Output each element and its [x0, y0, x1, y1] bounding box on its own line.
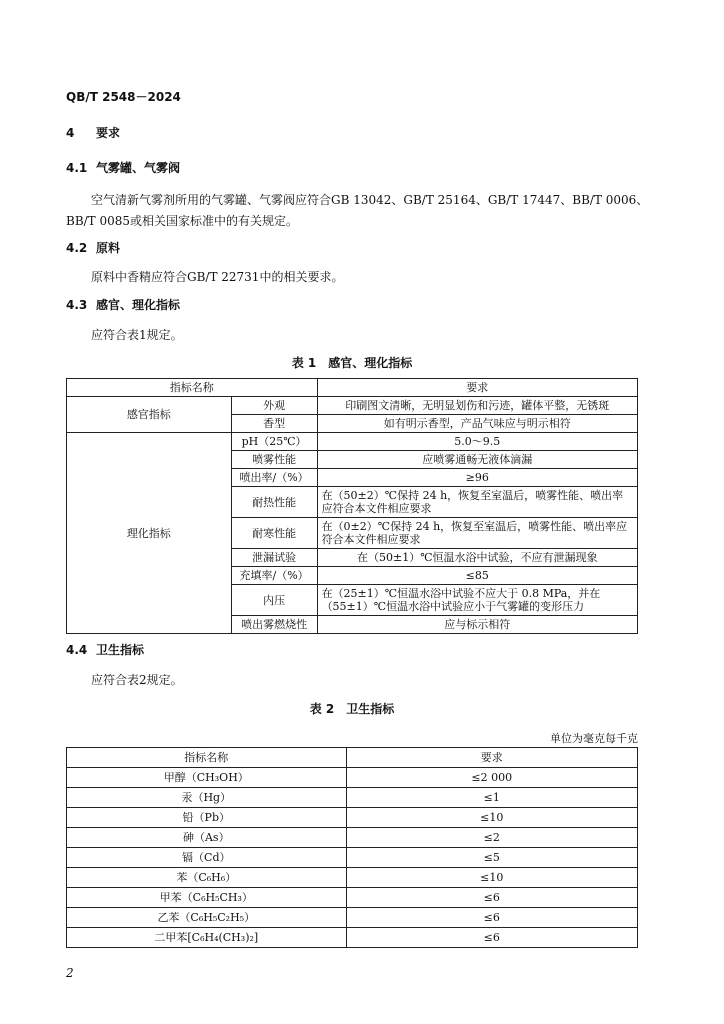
table-row [67, 928, 638, 948]
group-sensory: 感官指标 [67, 397, 232, 433]
row-name: 喷雾性能 [231, 451, 317, 469]
row-name: 二甲苯[C₆H₄(CH₃)₂] [67, 928, 347, 948]
row-name: 香型 [231, 415, 317, 433]
row-name: 泄漏试验 [231, 549, 317, 567]
row-name: 甲苯（C₆H₅CH₃） [67, 888, 347, 908]
row-requirement: ≤10 [346, 808, 637, 828]
paragraph-4-3: 应符合表1规定。 [91, 328, 183, 342]
section-title: 要求 [96, 126, 121, 140]
header-requirement: 要求 [346, 748, 637, 768]
table-row [67, 828, 638, 848]
row-name: 喷出雾燃烧性 [231, 616, 317, 634]
section-number: 4.4 [66, 643, 88, 657]
row-requirement: 印刷图文清晰，无明显划伤和污迹，罐体平整，无锈斑 [317, 397, 637, 415]
header-requirement: 要求 [317, 379, 637, 397]
section-number: 4.1 [66, 161, 88, 175]
table-2 [66, 747, 638, 948]
row-requirement: 应与标示相符 [317, 616, 637, 634]
table-2-caption: 表 2 卫生指标 [309, 702, 395, 716]
paragraph-4-1-line2: BB/T 0085或相关国家标准中的有关规定。 [66, 214, 299, 228]
row-requirement: 在（50±2）℃保持 24 h，恢复至室温后，喷雾性能、喷出率应符合本文件相应要求 [317, 487, 637, 518]
row-requirement: 应喷雾通畅无液体滴漏 [317, 451, 637, 469]
table-row [67, 908, 638, 928]
row-requirement: ≤5 [346, 848, 637, 868]
row-requirement: 如有明示香型，产品气味应与明示相符 [317, 415, 637, 433]
row-requirement: 在（50±1）℃恒温水浴中试验，不应有泄漏现象 [317, 549, 637, 567]
row-name: 砷（As） [67, 828, 347, 848]
row-name: 铅（Pb） [67, 808, 347, 828]
row-name: 甲醇（CH₃OH） [67, 768, 347, 788]
table-2-unit: 单位为毫克每千克 [550, 732, 638, 745]
section-title: 气雾罐、气雾阀 [96, 161, 181, 175]
table-row [67, 808, 638, 828]
group-physchem: 理化指标 [67, 433, 232, 634]
section-number: 4.2 [66, 241, 88, 255]
section-4-2-heading [66, 239, 120, 256]
section-title: 感官、理化指标 [96, 298, 181, 312]
table-row [67, 848, 638, 868]
table-1-caption: 表 1 感官、理化指标 [291, 356, 413, 370]
section-4-4-heading [66, 641, 144, 658]
row-name: 苯（C₆H₆） [67, 868, 347, 888]
row-requirement: ≤2 000 [346, 768, 637, 788]
table-row [67, 868, 638, 888]
row-requirement: 在（0±2）℃保持 24 h，恢复至室温后，喷雾性能、喷出率应符合本文件相应要求 [317, 518, 637, 549]
section-title: 卫生指标 [96, 643, 145, 657]
page-number: 2 [66, 966, 74, 980]
row-name: 外观 [231, 397, 317, 415]
table-header-row [67, 379, 638, 397]
header-indicator-name: 指标名称 [67, 748, 347, 768]
row-requirement: ≤6 [346, 888, 637, 908]
row-requirement: ≤6 [346, 908, 637, 928]
row-requirement: ≥96 [317, 469, 637, 487]
row-name: 乙苯（C₆H₅C₂H₅） [67, 908, 347, 928]
section-4-1-heading [66, 159, 180, 176]
row-name: pH（25℃） [231, 433, 317, 451]
row-name: 内压 [231, 585, 317, 616]
table-1 [66, 378, 638, 634]
row-requirement: ≤1 [346, 788, 637, 808]
header-indicator-name: 指标名称 [67, 379, 318, 397]
table-row [67, 788, 638, 808]
row-requirement: ≤85 [317, 567, 637, 585]
row-name: 镉（Cd） [67, 848, 347, 868]
section-4-3-heading [66, 296, 180, 313]
row-name: 耐寒性能 [231, 518, 317, 549]
row-requirement: 5.0～9.5 [317, 433, 637, 451]
section-number: 4 [66, 126, 75, 140]
row-requirement: ≤2 [346, 828, 637, 848]
row-name: 汞（Hg） [67, 788, 347, 808]
table-header-row [67, 748, 638, 768]
row-name: 耐热性能 [231, 487, 317, 518]
table-row [67, 433, 638, 451]
standard-number: QB/T 2548－2024 [66, 90, 181, 104]
row-requirement: 在（25±1）℃恒温水浴中试验不应大于 0.8 MPa，并在（55±1）℃恒温水浴中试验应小于气雾罐的变形压力 [317, 585, 637, 616]
section-number: 4.3 [66, 298, 88, 312]
paragraph-4-1-line1: 空气清新气雾剂所用的气雾罐、气雾阀应符合GB 13042、GB/T 25164、GB/T 17447、BB/T 0006、 [91, 193, 649, 207]
paragraph-4-2: 原料中香精应符合GB/T 22731中的相关要求。 [91, 270, 344, 284]
paragraph-4-4: 应符合表2规定。 [91, 673, 183, 687]
table-row [67, 397, 638, 415]
table-row [67, 888, 638, 908]
section-4-heading [66, 124, 120, 141]
row-requirement: ≤10 [346, 868, 637, 888]
table-row [67, 768, 638, 788]
section-title: 原料 [96, 241, 121, 255]
row-requirement: ≤6 [346, 928, 637, 948]
row-name: 喷出率/（%） [231, 469, 317, 487]
row-name: 充填率/（%） [231, 567, 317, 585]
